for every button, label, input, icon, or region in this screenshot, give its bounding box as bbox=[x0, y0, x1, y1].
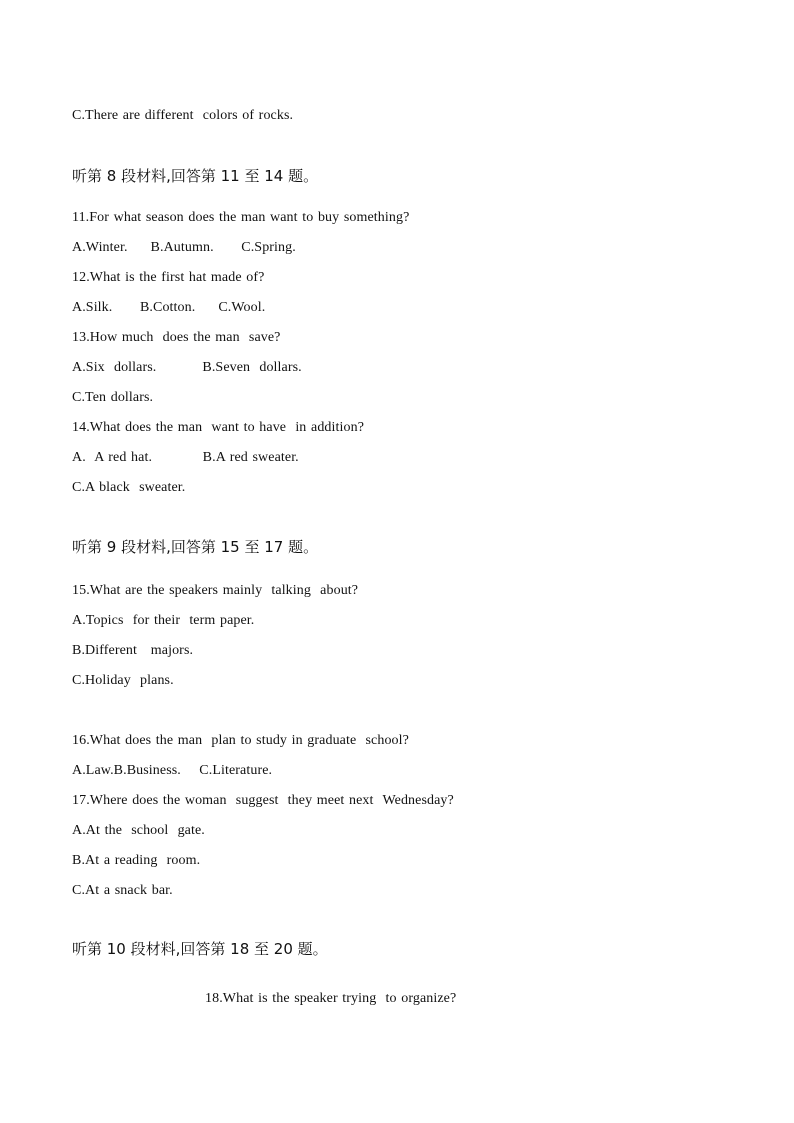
question-18: 18.What is the speaker trying to organize? bbox=[205, 991, 457, 1006]
question-14: 14.What does the man want to have in addition? bbox=[72, 420, 365, 435]
question-16: 16.What does the man plan to study in graduate school? bbox=[72, 733, 409, 748]
option-15-c: C.Holiday plans. bbox=[72, 673, 174, 688]
option-14-c: C.A black sweater. bbox=[72, 480, 186, 495]
option-17-c: C.At a snack bar. bbox=[72, 883, 173, 898]
options-11: A.Winter. B.Autumn. C.Spring. bbox=[72, 240, 296, 255]
option-c-q10: C.There are different colors of rocks. bbox=[72, 108, 294, 123]
option-17-a: A.At the school gate. bbox=[72, 823, 205, 838]
option-15-a: A.Topics for their term paper. bbox=[72, 613, 255, 628]
question-15: 15.What are the speakers mainly talking about? bbox=[72, 583, 359, 598]
options-16: A.Law.B.Business. C.Literature. bbox=[72, 763, 273, 778]
option-15-b: B.Different majors. bbox=[72, 643, 194, 658]
section-heading-8: 听第 8 段材料,回答第 11 至 14 题。 bbox=[72, 167, 319, 185]
question-13: 13.How much does the man save? bbox=[72, 330, 281, 345]
options-12: A.Silk. B.Cotton. C.Wool. bbox=[72, 300, 266, 315]
question-11: 11.For what season does the man want to buy something? bbox=[72, 210, 410, 225]
section-heading-9: 听第 9 段材料,回答第 15 至 17 题。 bbox=[72, 538, 319, 556]
question-17: 17.Where does the woman suggest they meet next Wednesday? bbox=[72, 793, 454, 808]
section-heading-10: 听第 10 段材料,回答第 18 至 20 题。 bbox=[72, 940, 328, 958]
option-13-c: C.Ten dollars. bbox=[72, 390, 154, 405]
options-14-ab: A. A red hat. B.A red sweater. bbox=[72, 450, 299, 465]
option-17-b: B.At a reading room. bbox=[72, 853, 201, 868]
options-13-ab: A.Six dollars. B.Seven dollars. bbox=[72, 360, 302, 375]
question-12: 12.What is the first hat made of? bbox=[72, 270, 265, 285]
